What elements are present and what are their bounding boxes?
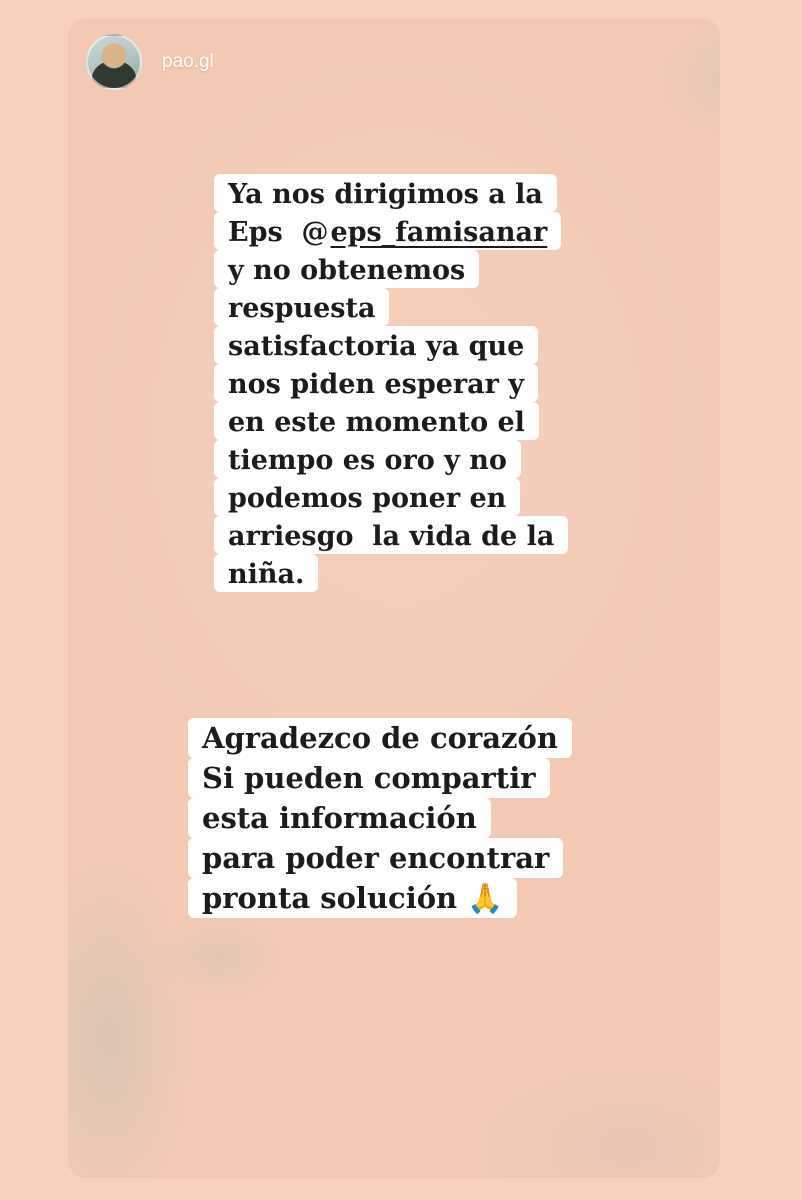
caption-line: nos piden esperar y: [214, 364, 538, 402]
caption-line: Ya nos dirigimos a la: [214, 174, 557, 212]
caption-line: Si pueden compartir: [188, 758, 550, 798]
caption-line: y no obtenemos: [214, 250, 479, 288]
mention-link-eps-famisanar[interactable]: [301, 217, 547, 248]
caption-line: para poder encontrar: [188, 838, 563, 878]
username[interactable]: pao.gl: [162, 51, 214, 72]
story-viewer[interactable]: [68, 18, 720, 1178]
caption-line: tiempo es oro y no: [214, 440, 521, 478]
caption-line: arriesgo la vida de la: [214, 516, 568, 554]
caption-line: en este momento el: [214, 402, 539, 440]
caption-line: respuesta: [214, 288, 389, 326]
caption-text-block-1: [214, 174, 568, 592]
caption-text-block-2: [188, 718, 572, 918]
caption-line: podemos poner en: [214, 478, 520, 516]
story-header: [86, 34, 214, 90]
caption-line: niña.: [214, 554, 318, 592]
caption-line-prefix: Eps: [228, 217, 302, 248]
caption-line: Agradezco de corazón: [188, 718, 572, 758]
caption-line: satisfactoria ya que: [214, 326, 538, 364]
mention-at-icon: @: [301, 217, 329, 248]
avatar[interactable]: [86, 34, 142, 90]
mention-handle: eps_famisanar: [330, 217, 548, 248]
caption-line-with-mention: [214, 212, 561, 250]
caption-line-with-praying-hands-icon: pronta solución 🙏: [188, 878, 517, 918]
caption-line: esta información: [188, 798, 491, 838]
